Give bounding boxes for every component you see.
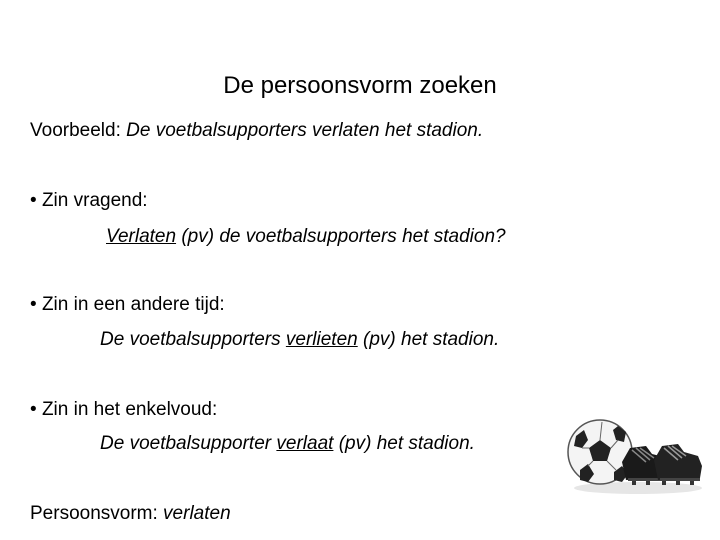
bullet-label: Zin in het enkelvoud: [41, 399, 218, 420]
bullet: • [30, 294, 37, 315]
sentence-post: (pv) het stadion. [357, 329, 500, 350]
verb-underlined: verlaat [276, 433, 334, 454]
sentence-post: (pv) de voetbalsupporters het stadion? [176, 226, 506, 247]
conclusion-line [30, 503, 231, 525]
example-line [30, 120, 483, 142]
slide-title [0, 72, 720, 100]
sentence-post: (pv) het stadion. [333, 433, 475, 454]
sentence-pre: De voetbalsupporter [100, 433, 277, 454]
football-and-boots-icon [566, 392, 706, 500]
conclusion-label: Persoonsvorm: [30, 503, 164, 524]
verb-underlined: verlieten [285, 329, 358, 350]
bullet-label: Zin vragend: [41, 190, 148, 211]
bullet: • [30, 399, 37, 420]
bullet-item-question [30, 190, 148, 212]
example-tense [100, 329, 499, 351]
example-sentence: De voetbalsupporters verlaten het stadion. [126, 120, 484, 141]
example-singular [100, 433, 475, 455]
bullet-label: Zin in een andere tijd: [41, 294, 225, 315]
sentence-pre: De voetbalsupporters [100, 329, 286, 350]
bullet: • [30, 190, 37, 211]
conclusion-value: verlaten [163, 503, 231, 524]
bullet-item-tense [30, 294, 225, 316]
example-label: Voorbeeld: [30, 120, 127, 141]
slide-title-text: De persoonsvorm zoeken [223, 72, 497, 99]
verb-underlined: Verlaten [106, 226, 177, 247]
example-question [106, 226, 506, 248]
bullet-item-singular [30, 399, 217, 421]
